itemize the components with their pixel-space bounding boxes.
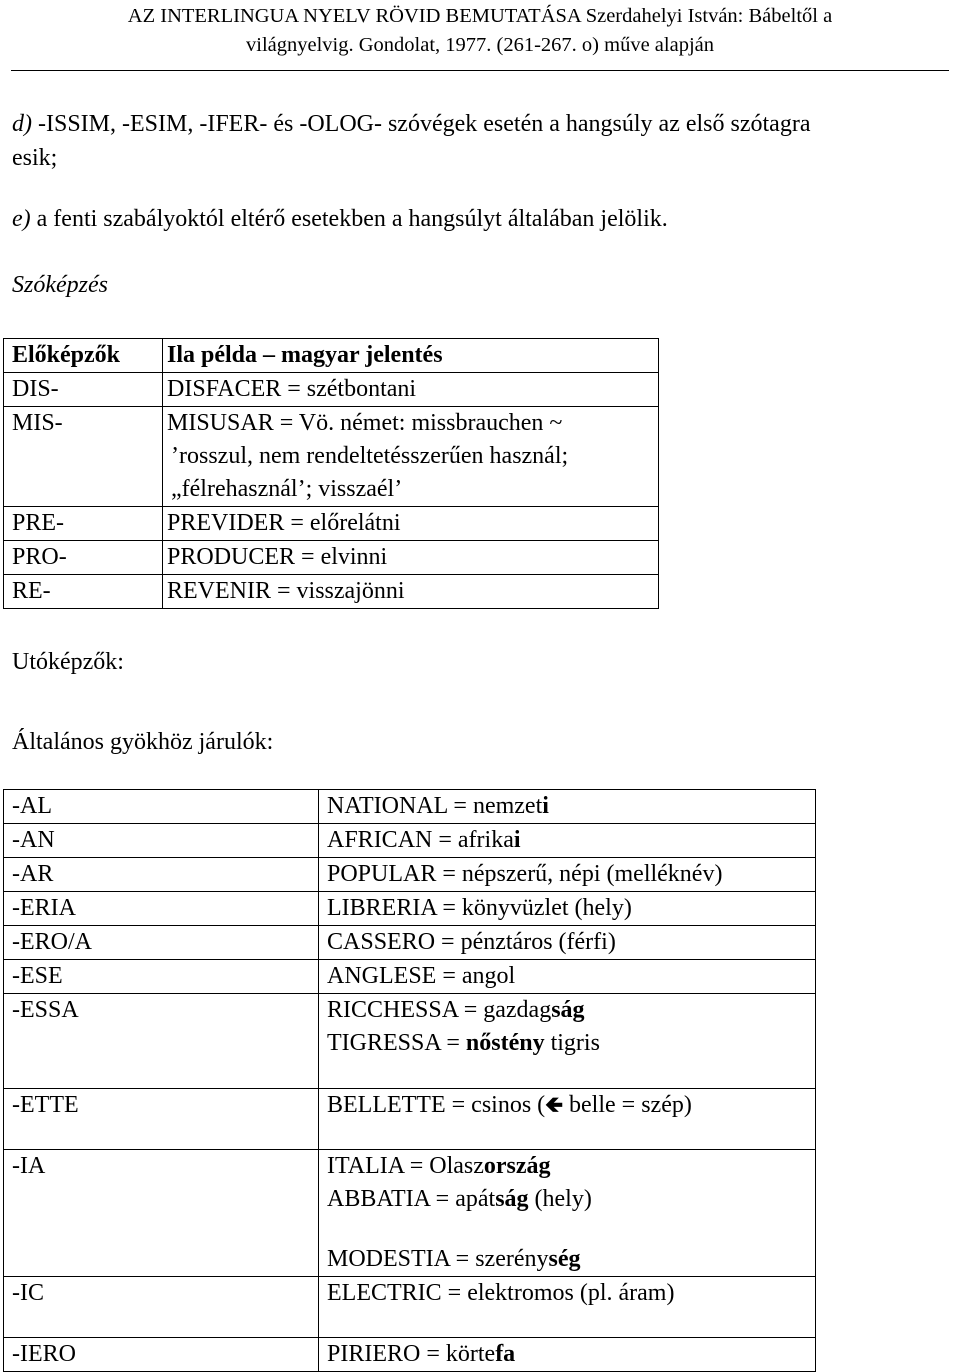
example-text: (hely): [528, 1186, 592, 1212]
example-highlight: ság: [551, 997, 585, 1023]
prefix-cell: RE-: [4, 575, 163, 609]
example-highlight: nőstény: [465, 1030, 545, 1056]
example-cell: [319, 1338, 816, 1372]
suffix-title: Utóképzők:: [12, 649, 124, 675]
example-text: BELLETTE = csinos (: [327, 1092, 546, 1118]
table-row: [4, 541, 659, 575]
spacer: [12, 1027, 318, 1055]
prefix-cell: PRO-: [4, 541, 163, 575]
rule-d-text-cont: esik;: [12, 145, 58, 171]
table-row: [4, 407, 659, 507]
example-text: MODESTIA = szerény: [327, 1246, 549, 1272]
section-title-szokepzes: Szóképzés: [12, 272, 108, 298]
prefix-cell: MIS-: [4, 407, 163, 507]
suffix-text: -IC: [12, 1280, 44, 1306]
example-cell: DISFACER = szétbontani: [163, 373, 659, 407]
rule-e-label: e): [12, 206, 31, 232]
spacer: [12, 1122, 318, 1149]
example-cell: [163, 407, 659, 507]
example-highlight: ország: [483, 1153, 551, 1179]
suffix-cell: -ERO/A: [4, 926, 319, 960]
spacer: [327, 1216, 815, 1243]
example-cell: [319, 790, 816, 824]
rule-d: [12, 107, 810, 175]
table-row: [4, 1150, 816, 1277]
table-row: [4, 790, 816, 824]
example-text: ELECTRIC = elektromos (pl. áram): [327, 1280, 675, 1306]
example-line: „félrehasznál’; visszaél’: [171, 476, 403, 502]
table-row: [4, 926, 816, 960]
header-example: Ila példa – magyar jelentés: [163, 339, 659, 373]
example-line: ’rosszul, nem rendeltetésszerűen használ;: [171, 443, 569, 469]
example-cell: [319, 824, 816, 858]
table-row: [4, 858, 816, 892]
example-highlight: i: [513, 827, 521, 853]
example-text: PIRIERO = körte: [327, 1341, 496, 1367]
example-cell: POPULAR = népszerű, népi (melléknév): [319, 858, 816, 892]
example-text: belle = szép): [563, 1092, 692, 1118]
suffix-cell: [4, 994, 319, 1089]
example-text: TIGRESSA =: [327, 1030, 466, 1056]
rule-d-text: -ISSIM, -ESIM, -IFER- és -OLOG- szóvégek esetén a hangsúly az első szótagra: [32, 111, 811, 137]
suffix-cell: [4, 1150, 319, 1277]
example-cell: CASSERO = pénztáros (férfi): [319, 926, 816, 960]
table-row: [4, 824, 816, 858]
suffix-text: -ETTE: [12, 1092, 79, 1118]
example-cell: PRODUCER = elvinni: [163, 541, 659, 575]
prefix-table: [3, 338, 659, 609]
header-line-1: AZ INTERLINGUA NYELV RÖVID BEMUTATÁSA Szerdahelyi István: Bábeltől a: [127, 5, 833, 27]
header-divider: [11, 70, 949, 71]
spacer: [327, 1310, 815, 1337]
prefix-cell: PRE-: [4, 507, 163, 541]
table-row: [4, 960, 816, 994]
example-cell: PREVIDER = előrelátni: [163, 507, 659, 541]
example-cell: REVENIR = visszajönni: [163, 575, 659, 609]
left-arrow-icon: 🡸: [545, 1093, 564, 1118]
suffix-cell: -ESE: [4, 960, 319, 994]
example-text: NATIONAL = nemzet: [327, 793, 543, 819]
spacer: [327, 1060, 815, 1088]
example-line: MISUSAR = Vö. német: missbrauchen ~: [167, 410, 563, 436]
example-text: AFRICAN = afrika: [327, 827, 514, 853]
table-row: [4, 1338, 816, 1372]
table-row: [4, 892, 816, 926]
table-row: [4, 1089, 816, 1150]
table-row: [4, 507, 659, 541]
general-root-title: Általános gyökhöz járulók:: [12, 729, 274, 755]
suffix-cell: -ERIA: [4, 892, 319, 926]
table-row: [4, 994, 816, 1089]
page-header: [0, 2, 960, 60]
table-header-row: [4, 339, 659, 373]
rule-e: [12, 202, 668, 236]
example-cell: [319, 1089, 816, 1150]
example-text: ITALIA = Olasz: [327, 1153, 484, 1179]
table-row: [4, 575, 659, 609]
suffix-cell: -IERO: [4, 1338, 319, 1372]
spacer: [12, 1310, 318, 1337]
example-cell: LIBRERIA = könyvüzlet (hely): [319, 892, 816, 926]
header-prefixes: Előképzők: [4, 339, 163, 373]
prefix-cell: DIS-: [4, 373, 163, 407]
example-cell: [319, 1277, 816, 1338]
suffix-cell: [4, 1277, 319, 1338]
suffix-text: -IA: [12, 1153, 46, 1179]
header-line-2: világnyelvig. Gondolat, 1977. (261-267. o) műve alapján: [246, 34, 714, 56]
rule-d-label: d): [12, 111, 32, 137]
table-row: [4, 1277, 816, 1338]
suffix-text: -ESSA: [12, 997, 79, 1023]
example-cell: [319, 994, 816, 1089]
suffix-cell: -AN: [4, 824, 319, 858]
suffix-table: [3, 789, 816, 1372]
suffix-cell: -AR: [4, 858, 319, 892]
example-cell: [319, 1150, 816, 1277]
example-text: RICCHESSA = gazdag: [327, 997, 552, 1023]
spacer: [327, 1122, 815, 1149]
example-text: ABBATIA = apát: [327, 1186, 496, 1212]
suffix-cell: [4, 1089, 319, 1150]
example-highlight: i: [542, 793, 549, 819]
example-text: tigris: [544, 1030, 600, 1056]
table-row: [4, 373, 659, 407]
rule-e-text: a fenti szabályoktól eltérő esetekben a hangsúlyt általában jelölik.: [30, 206, 668, 232]
suffix-cell: -AL: [4, 790, 319, 824]
example-highlight: ság: [495, 1186, 529, 1212]
example-highlight: ség: [548, 1246, 581, 1272]
example-highlight: fa: [495, 1341, 516, 1367]
example-cell: ANGLESE = angol: [319, 960, 816, 994]
